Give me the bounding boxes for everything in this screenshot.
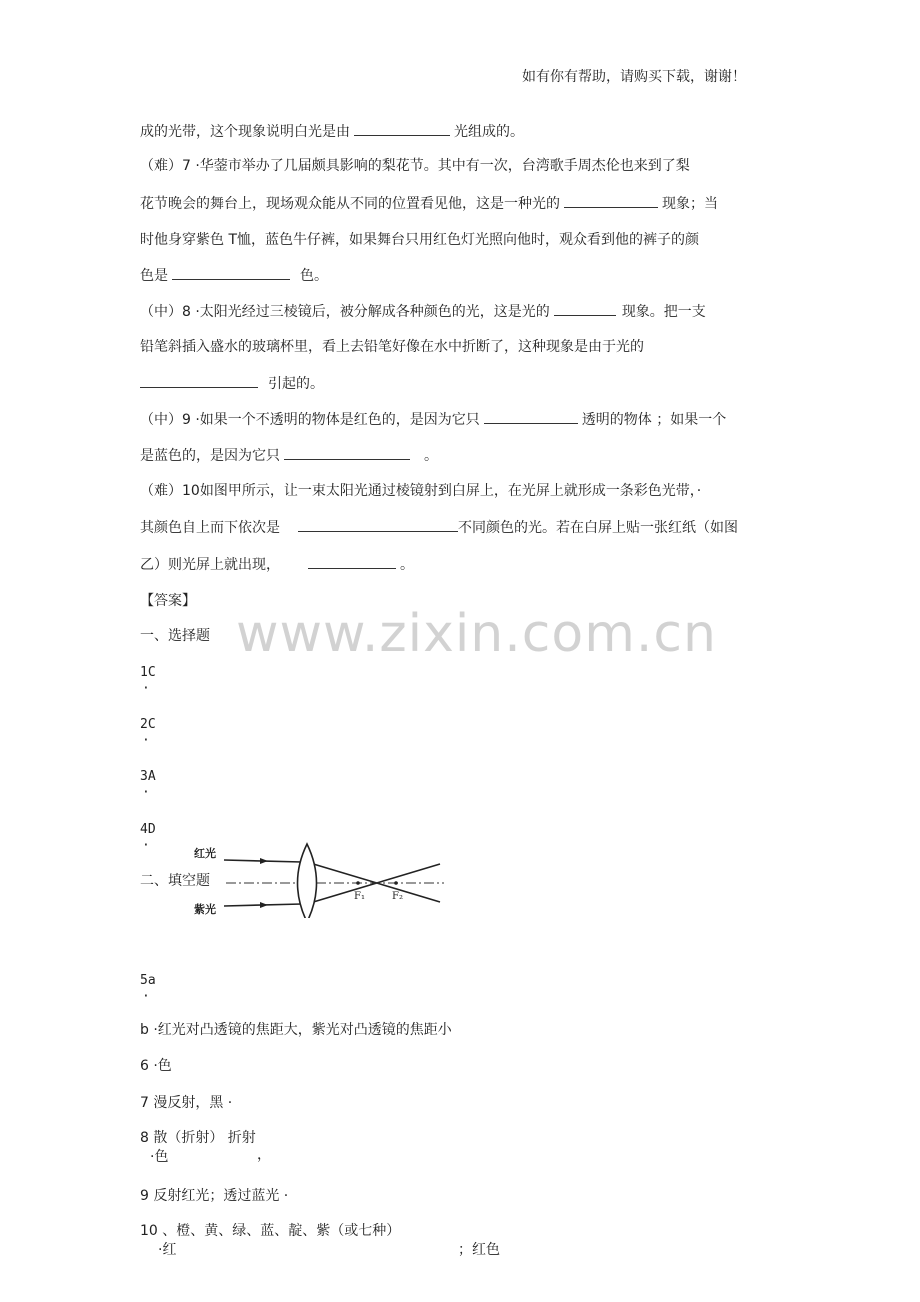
answer-blank — [298, 518, 458, 532]
text-line — [140, 194, 718, 213]
answer-blank — [484, 410, 578, 424]
answers-heading: 【答案】 — [140, 593, 196, 609]
answer-item: 2C — [140, 717, 156, 732]
red-light-label: 红光 — [194, 847, 216, 860]
answer-item: b ·红光对凸透镜的焦距大，紫光对凸透镜的焦距小 — [140, 1022, 452, 1038]
focus-point — [356, 881, 360, 885]
text-segment: （中）9 ·如果一个不透明的物体是红色的，是因为它只 — [140, 412, 480, 428]
section-heading: 一、选择题 — [140, 628, 210, 644]
answer-blank — [354, 122, 450, 136]
violet-light-label: 紫光 — [194, 903, 216, 916]
answer-blank — [172, 266, 290, 280]
convex-lens — [298, 844, 317, 918]
text-segment: 其颜色自上而下依次是 — [140, 520, 280, 536]
text-segment: 不同颜色的光。若在白屏上贴一张红纸（如图 — [458, 520, 738, 536]
text-segment: 现象；当 — [662, 196, 718, 212]
text-segment: 是蓝色的，是因为它只 — [140, 448, 280, 464]
text-segment: 引起的。 — [268, 376, 324, 392]
answer-item: 10 、橙、黄、绿、蓝、靛、紫（或七种） — [140, 1223, 401, 1239]
focus-point — [394, 881, 398, 885]
answer-item: ·红 — [158, 1242, 177, 1258]
answer-item: 6 ·色 — [140, 1058, 172, 1074]
answer-item: 1C — [140, 665, 156, 680]
header-note: 如有你有帮助，请购买下载，谢谢！ — [522, 69, 746, 85]
text-line: （难）10如图甲所示，让一束太阳光通过棱镜射到白屏上，在光屏上就形成一条彩色光带，· — [140, 483, 702, 499]
answer-blank — [554, 302, 616, 316]
text-segment: 现象。把一支 — [621, 304, 706, 320]
answer-item: 3A — [140, 769, 156, 784]
text-line — [140, 122, 524, 141]
answer-item: ·色 — [150, 1149, 169, 1165]
text-segment: 。 — [400, 557, 414, 573]
text-line — [140, 374, 324, 393]
text-line — [140, 555, 414, 574]
text-segment: 花节晚会的舞台上，现场观众能从不同的位置看见他，这是一种光的 — [140, 196, 560, 212]
answer-dot: · — [142, 733, 150, 748]
lens-dispersion-diagram — [190, 838, 452, 918]
section-heading: 二、填空题 — [140, 873, 210, 889]
answer-dot: · — [142, 838, 150, 853]
answer-dot: · — [142, 989, 150, 1004]
text-line — [140, 266, 328, 285]
focus-label-f2: F₂ — [392, 891, 403, 902]
text-line: （难）7 ·华蓥市举办了几届颇具影响的梨花节。其中有一次，台湾歌手周杰伦也来到了梨 — [140, 158, 690, 174]
answer-dot: · — [142, 785, 150, 800]
text-line — [140, 410, 726, 429]
watermark: www.zixin.com.cn — [236, 604, 717, 664]
text-line — [140, 518, 738, 537]
answer-item: 9 反射红光；透过蓝光 · — [140, 1188, 289, 1204]
text-segment: 透明的物体 ；如果一个 — [581, 412, 727, 428]
answer-item: ， — [257, 1147, 271, 1163]
text-line — [140, 446, 438, 465]
answer-item: 5a — [140, 973, 156, 988]
text-segment: 乙）则光屏上就出现， — [140, 557, 280, 573]
answer-blank — [308, 555, 396, 569]
text-line — [140, 302, 706, 321]
text-segment: 成的光带，这个现象说明白光是由 — [140, 124, 350, 140]
text-segment: 光组成的。 — [454, 124, 524, 140]
answer-item: 7 漫反射，黑 · — [140, 1095, 233, 1111]
text-segment: 。 — [424, 448, 438, 464]
answer-blank — [564, 194, 658, 208]
answer-dot: · — [142, 681, 150, 696]
focus-label-f1: F₁ — [354, 891, 365, 902]
text-line: 时他身穿紫色 T恤，蓝色牛仔裤，如果舞台只用红色灯光照向他时，观众看到他的裤子的颜 — [140, 232, 699, 248]
answer-item: 8 散（折射） 折射 — [140, 1130, 256, 1146]
answer-item: 4D — [140, 822, 156, 837]
answer-blank — [284, 446, 410, 460]
answer-item: ；红色 — [458, 1242, 500, 1258]
text-segment: 色。 — [300, 268, 328, 284]
text-segment: （中）8 ·太阳光经过三棱镜后，被分解成各种颜色的光，这是光的 — [140, 304, 550, 320]
answer-blank — [140, 374, 258, 388]
text-segment: 色是 — [140, 268, 168, 284]
text-line: 铅笔斜插入盛水的玻璃杯里，看上去铅笔好像在水中折断了，这种现象是由于光的 — [140, 339, 644, 355]
